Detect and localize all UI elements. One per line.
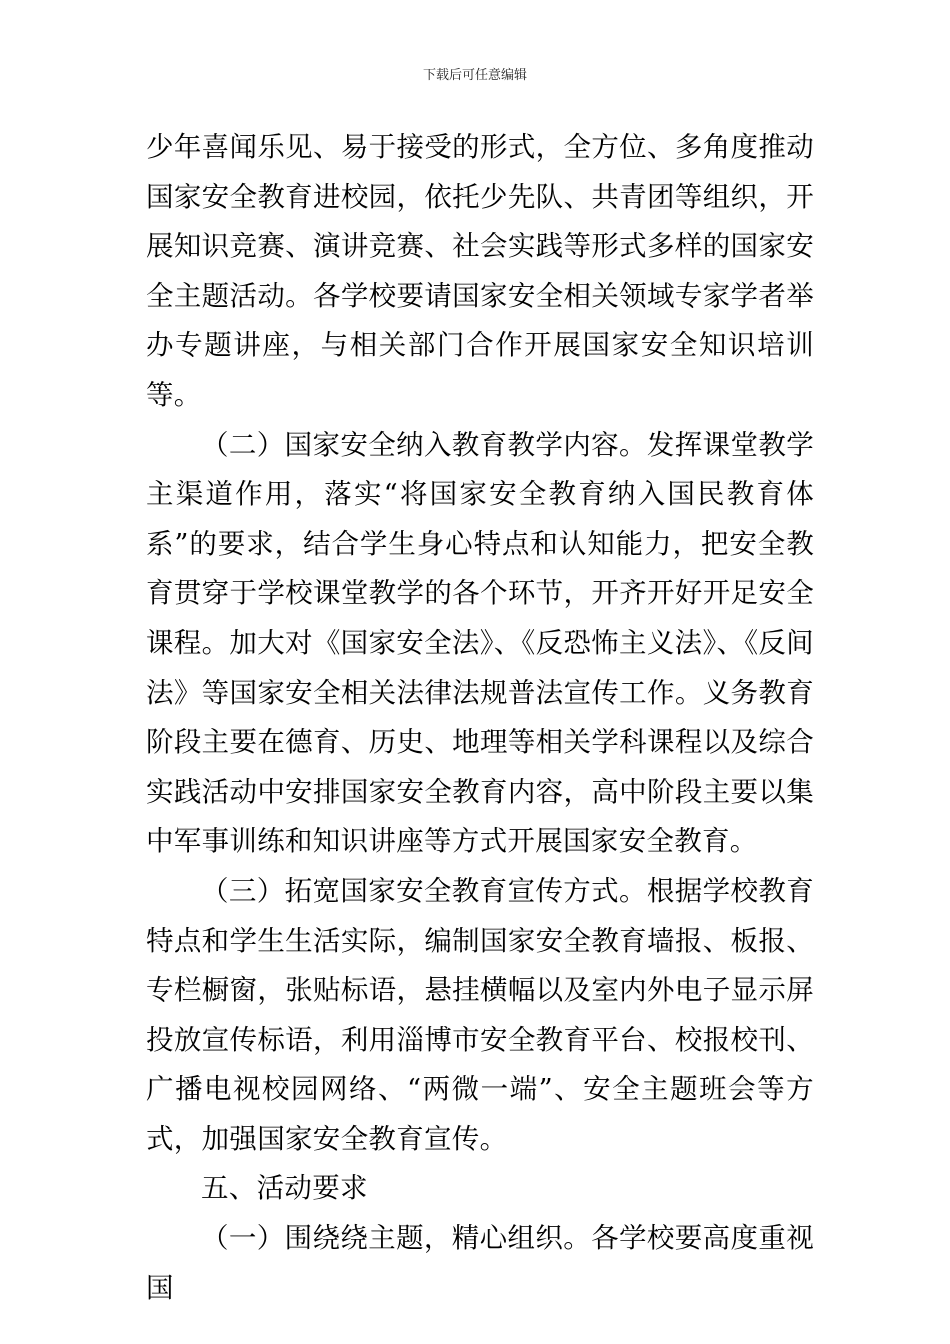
- section-heading-activity-requirements: 五、活动要求: [201, 1172, 368, 1205]
- page-header: 下载后可任意编辑: [422, 68, 527, 83]
- paragraph-requirement-1: （一）围绕绕主题，精心组织。各学校要高度重视国: [146, 1222, 814, 1304]
- paragraph-section-3: （三）拓宽国家安全教育宣传方式。根据学校教育特点和学生生活实际，编制国家安全教育墙报、板报、专栏橱窗，张贴标语，悬挂横幅以及室内外电子显示屏投放宣传标语，利用淄博市安全教育平台、校报校刊、广播电视校园网络、“两微一端”、安全主题班会等方式，加强国家安全教育宣传。: [146, 874, 814, 1155]
- paragraph-section-2: （二）国家安全纳入教育教学内容。发挥课堂教学主渠道作用，落实“将国家安全教育纳入国民教育体系”的要求，结合学生身心特点和认知能力，把安全教育贯穿于学校课堂教学的各个环节，开齐开好开足安全课程。加大对《国家安全法》、《反恐怖主义法》、《反间法》等国家安全相关法律法规普法宣传工作。义务教育阶段主要在德育、历史、地理等相关学科课程以及综合实践活动中安排国家安全教育内容，高中阶段主要以集中军事训练和知识讲座等方式开展国家安全教育。: [146, 428, 814, 858]
- document-body: [146, 123, 814, 1313]
- paragraph-continuation: 少年喜闻乐见、易于接受的形式，全方位、多角度推动国家安全教育进校园，依托少先队、共青团等组织，开展知识竞赛、演讲竞赛、社会实践等形式多样的国家安全主题活动。各学校要请国家安全相关领域专家学者举办专题讲座，与相关部门合作开展国家安全知识培训等。: [146, 131, 814, 411]
